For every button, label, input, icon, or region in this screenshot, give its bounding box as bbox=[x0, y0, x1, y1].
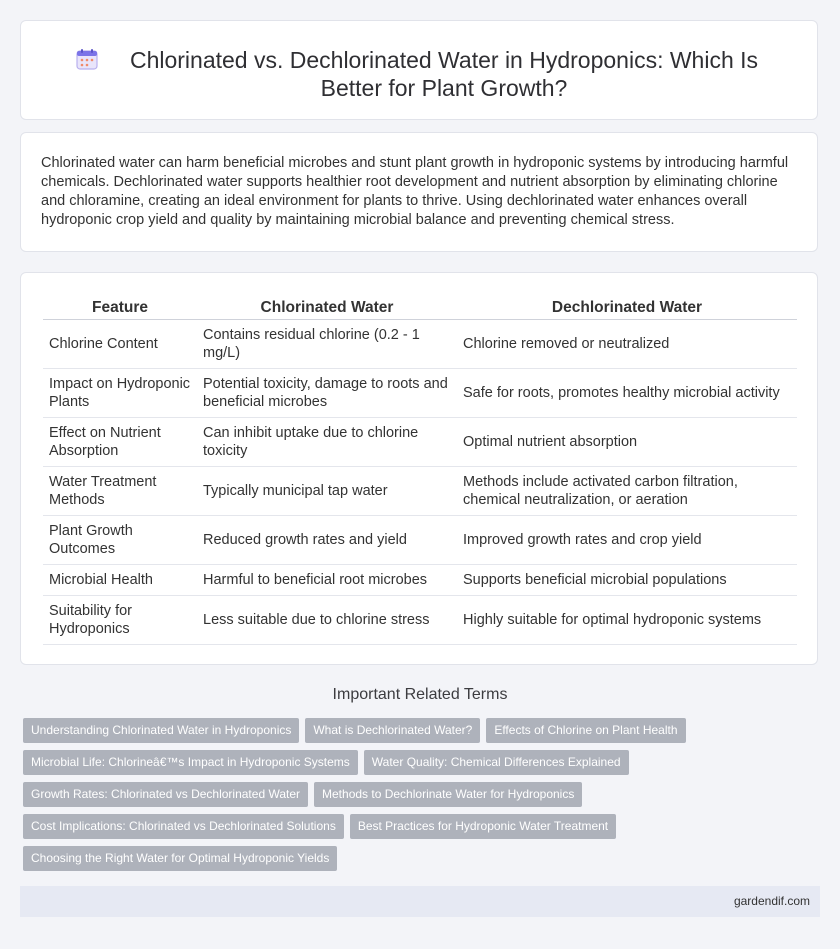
table-cell: Impact on Hydroponic Plants bbox=[43, 369, 197, 418]
related-tag[interactable]: Microbial Life: Chlorineâ€™s Impact in Hydroponic Systems bbox=[23, 750, 358, 775]
related-tag[interactable]: Cost Implications: Chlorinated vs Dechlorinated Solutions bbox=[23, 814, 344, 839]
table-cell: Safe for roots, promotes healthy microbial activity bbox=[457, 369, 797, 418]
table-cell: Highly suitable for optimal hydroponic systems bbox=[457, 596, 797, 645]
comparison-table bbox=[43, 297, 797, 645]
related-tag[interactable]: Growth Rates: Chlorinated vs Dechlorinated Water bbox=[23, 782, 308, 807]
table-header-row bbox=[43, 297, 797, 320]
related-terms-tags bbox=[23, 718, 823, 878]
table-cell: Reduced growth rates and yield bbox=[197, 516, 457, 565]
related-tag[interactable]: Choosing the Right Water for Optimal Hydroponic Yields bbox=[23, 846, 337, 871]
table-row bbox=[43, 565, 797, 596]
table-cell: Methods include activated carbon filtration, chemical neutralization, or aeration bbox=[457, 467, 797, 516]
table-cell: Microbial Health bbox=[43, 565, 197, 596]
footer bbox=[20, 886, 820, 917]
table-cell: Contains residual chlorine (0.2 - 1 mg/L) bbox=[197, 320, 457, 369]
table-cell: Chlorine Content bbox=[43, 320, 197, 369]
table-cell: Chlorine removed or neutralized bbox=[457, 320, 797, 369]
table-row bbox=[43, 418, 797, 467]
table-cell: Harmful to beneficial root microbes bbox=[197, 565, 457, 596]
table-row bbox=[43, 516, 797, 565]
header-feature: Feature bbox=[43, 297, 197, 320]
table-cell: Can inhibit uptake due to chlorine toxicity bbox=[197, 418, 457, 467]
related-tag[interactable]: Effects of Chlorine on Plant Health bbox=[486, 718, 685, 743]
summary-card bbox=[20, 132, 818, 252]
table-cell: Optimal nutrient absorption bbox=[457, 418, 797, 467]
table-row bbox=[43, 369, 797, 418]
table-cell: Typically municipal tap water bbox=[197, 467, 457, 516]
page-title: Chlorinated vs. Dechlorinated Water in Hydroponics: Which Is Better for Plant Growth? bbox=[129, 47, 759, 101]
table-cell: Suitability for Hydroponics bbox=[43, 596, 197, 645]
table-cell: Effect on Nutrient Absorption bbox=[43, 418, 197, 467]
table-cell: Less suitable due to chlorine stress bbox=[197, 596, 457, 645]
table-cell: Potential toxicity, damage to roots and beneficial microbes bbox=[197, 369, 457, 418]
related-tag[interactable]: Best Practices for Hydroponic Water Treatment bbox=[350, 814, 616, 839]
related-tag[interactable]: Understanding Chlorinated Water in Hydroponics bbox=[23, 718, 299, 743]
table-cell: Water Treatment Methods bbox=[43, 467, 197, 516]
table-cell: Improved growth rates and crop yield bbox=[457, 516, 797, 565]
summary-text: Chlorinated water can harm beneficial microbes and stunt plant growth in hydroponic systems by introducing harmful chemicals. Dechlorinated water supports healthier root development and nutrient absorption by eliminating chlorine and chloramine, creating an ideal environment for plants to thrive. Using dechlorinated water enhances overall hydroponic crop yield and quality by maintaining microbial balance and preventing chemical stress. bbox=[41, 155, 789, 228]
table-row bbox=[43, 320, 797, 369]
header-chlorinated: Chlorinated Water bbox=[197, 297, 457, 320]
table-row bbox=[43, 467, 797, 516]
table-row bbox=[43, 596, 797, 645]
related-tag[interactable]: What is Dechlorinated Water? bbox=[305, 718, 480, 743]
table-cell: Supports beneficial microbial populations bbox=[457, 565, 797, 596]
footer-site-link[interactable]: gardendif.com bbox=[733, 894, 810, 908]
title-card bbox=[20, 20, 818, 120]
related-tag[interactable]: Water Quality: Chemical Differences Explained bbox=[364, 750, 629, 775]
table-cell: Plant Growth Outcomes bbox=[43, 516, 197, 565]
related-tag[interactable]: Methods to Dechlorinate Water for Hydroponics bbox=[314, 782, 582, 807]
comparison-table-card bbox=[20, 272, 818, 665]
related-terms-title: Important Related Terms bbox=[332, 686, 508, 703]
header-dechlorinated: Dechlorinated Water bbox=[457, 297, 797, 320]
